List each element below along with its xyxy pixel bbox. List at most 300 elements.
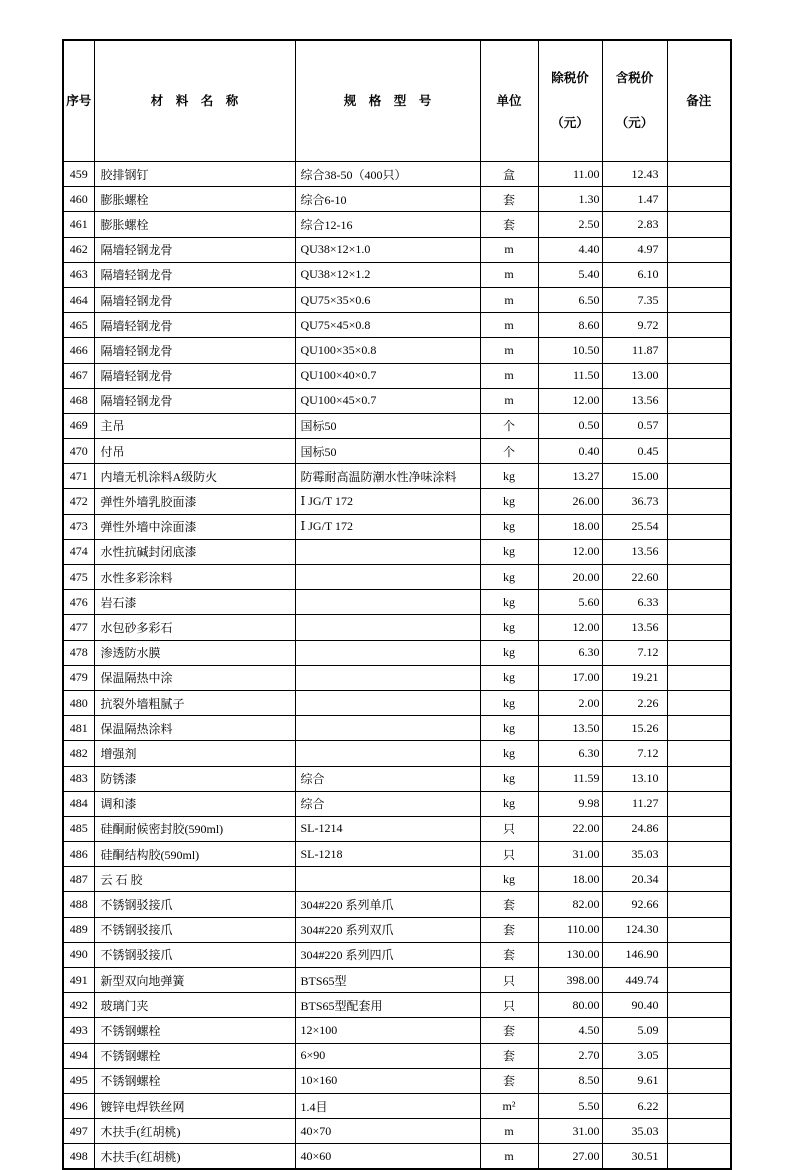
cell-price-ex-tax: 13.50 (538, 716, 602, 741)
cell-index: 459 (63, 162, 94, 187)
cell-price-ex-tax: 18.00 (538, 514, 602, 539)
cell-price-inc-tax: 6.22 (602, 1093, 667, 1118)
cell-unit: m (480, 1119, 538, 1144)
cell-spec-model: BTS65型 (295, 968, 480, 993)
table-row (63, 766, 731, 791)
cell-price-ex-tax: 5.60 (538, 590, 602, 615)
cell-spec-model (295, 590, 480, 615)
cell-price-inc-tax: 6.10 (602, 262, 667, 287)
cell-price-ex-tax: 9.98 (538, 791, 602, 816)
cell-unit: kg (480, 867, 538, 892)
cell-price-inc-tax: 13.56 (602, 539, 667, 564)
cell-price-ex-tax: 13.27 (538, 464, 602, 489)
cell-spec-model (295, 665, 480, 690)
table-row (63, 942, 731, 967)
cell-index: 493 (63, 1018, 94, 1043)
cell-material-name: 木扶手(红胡桃) (94, 1119, 295, 1144)
cell-remark (667, 187, 731, 212)
cell-spec-model (295, 741, 480, 766)
cell-remark (667, 313, 731, 338)
header-price-inc-tax (602, 40, 667, 162)
cell-unit: 个 (480, 439, 538, 464)
table-row (63, 968, 731, 993)
cell-index: 498 (63, 1144, 94, 1169)
cell-spec-model: 6×90 (295, 1043, 480, 1068)
cell-unit: 只 (480, 993, 538, 1018)
cell-price-inc-tax: 22.60 (602, 565, 667, 590)
cell-material-name: 防锈漆 (94, 766, 295, 791)
cell-index: 479 (63, 665, 94, 690)
cell-remark (667, 489, 731, 514)
cell-price-inc-tax: 24.86 (602, 816, 667, 841)
cell-price-ex-tax: 8.60 (538, 313, 602, 338)
cell-remark (667, 287, 731, 312)
cell-spec-model: 304#220 系列四爪 (295, 942, 480, 967)
cell-spec-model: Ⅰ JG/T 172 (295, 514, 480, 539)
cell-unit: kg (480, 539, 538, 564)
cell-index: 468 (63, 388, 94, 413)
cell-price-inc-tax: 11.87 (602, 338, 667, 363)
cell-remark (667, 590, 731, 615)
cell-material-name: 付吊 (94, 439, 295, 464)
table-row (63, 1018, 731, 1043)
cell-material-name: 硅酮耐候密封胶(590ml) (94, 816, 295, 841)
cell-index: 492 (63, 993, 94, 1018)
cell-material-name: 隔墙轻钢龙骨 (94, 338, 295, 363)
cell-unit: 只 (480, 816, 538, 841)
cell-unit: kg (480, 464, 538, 489)
cell-price-inc-tax: 15.00 (602, 464, 667, 489)
cell-price-ex-tax: 6.50 (538, 287, 602, 312)
cell-spec-model: QU100×40×0.7 (295, 363, 480, 388)
table-row (63, 791, 731, 816)
cell-price-ex-tax: 4.40 (538, 237, 602, 262)
cell-material-name: 云 石 胶 (94, 867, 295, 892)
cell-material-name: 膨胀螺栓 (94, 212, 295, 237)
cell-price-ex-tax: 12.00 (538, 388, 602, 413)
cell-index: 497 (63, 1119, 94, 1144)
table-row (63, 237, 731, 262)
cell-index: 475 (63, 565, 94, 590)
table-row (63, 615, 731, 640)
cell-price-inc-tax: 2.26 (602, 690, 667, 715)
cell-price-ex-tax: 0.50 (538, 413, 602, 438)
cell-price-ex-tax: 130.00 (538, 942, 602, 967)
cell-material-name: 隔墙轻钢龙骨 (94, 287, 295, 312)
cell-remark (667, 413, 731, 438)
cell-price-ex-tax: 18.00 (538, 867, 602, 892)
cell-material-name: 不锈钢螺栓 (94, 1068, 295, 1093)
cell-spec-model: 防霉耐高温防潮水性净味涂料 (295, 464, 480, 489)
cell-price-ex-tax: 5.40 (538, 262, 602, 287)
header-price-ex-tax-line1: 除税价 (551, 71, 589, 85)
table-row (63, 816, 731, 841)
materials-price-table (62, 39, 732, 1170)
cell-remark (667, 942, 731, 967)
cell-spec-model: QU75×45×0.8 (295, 313, 480, 338)
cell-material-name: 水性抗碱封闭底漆 (94, 539, 295, 564)
cell-spec-model: BTS65型配套用 (295, 993, 480, 1018)
cell-spec-model: QU100×45×0.7 (295, 388, 480, 413)
cell-unit: m (480, 313, 538, 338)
cell-unit: 只 (480, 842, 538, 867)
cell-index: 461 (63, 212, 94, 237)
cell-price-ex-tax: 6.30 (538, 741, 602, 766)
table-row (63, 716, 731, 741)
cell-spec-model: 综合38-50（400只） (295, 162, 480, 187)
cell-price-ex-tax: 22.00 (538, 816, 602, 841)
cell-price-inc-tax: 7.12 (602, 640, 667, 665)
cell-spec-model: QU75×35×0.6 (295, 287, 480, 312)
cell-price-inc-tax: 92.66 (602, 892, 667, 917)
table-row (63, 1068, 731, 1093)
cell-index: 476 (63, 590, 94, 615)
cell-spec-model: 综合6-10 (295, 187, 480, 212)
cell-index: 465 (63, 313, 94, 338)
cell-unit: m (480, 363, 538, 388)
cell-index: 462 (63, 237, 94, 262)
cell-remark (667, 716, 731, 741)
cell-material-name: 隔墙轻钢龙骨 (94, 313, 295, 338)
table-row (63, 413, 731, 438)
cell-material-name: 不锈钢螺栓 (94, 1018, 295, 1043)
cell-price-ex-tax: 12.00 (538, 539, 602, 564)
cell-unit: m (480, 1144, 538, 1169)
cell-price-ex-tax: 11.50 (538, 363, 602, 388)
cell-unit: m (480, 237, 538, 262)
cell-unit: kg (480, 489, 538, 514)
cell-index: 495 (63, 1068, 94, 1093)
cell-spec-model: 国标50 (295, 413, 480, 438)
cell-spec-model (295, 615, 480, 640)
cell-index: 466 (63, 338, 94, 363)
cell-index: 472 (63, 489, 94, 514)
cell-unit: kg (480, 615, 538, 640)
table-header (63, 40, 731, 162)
cell-price-ex-tax: 26.00 (538, 489, 602, 514)
cell-remark (667, 816, 731, 841)
cell-remark (667, 665, 731, 690)
table-row (63, 665, 731, 690)
cell-remark (667, 237, 731, 262)
cell-remark (667, 615, 731, 640)
cell-price-ex-tax: 8.50 (538, 1068, 602, 1093)
cell-index: 488 (63, 892, 94, 917)
cell-unit: 个 (480, 413, 538, 438)
cell-price-ex-tax: 1.30 (538, 187, 602, 212)
cell-remark (667, 791, 731, 816)
cell-price-inc-tax: 124.30 (602, 917, 667, 942)
cell-material-name: 弹性外墙中涂面漆 (94, 514, 295, 539)
table-row (63, 388, 731, 413)
cell-unit: 套 (480, 942, 538, 967)
cell-price-ex-tax: 4.50 (538, 1018, 602, 1043)
cell-unit: m (480, 338, 538, 363)
cell-material-name: 渗透防水膜 (94, 640, 295, 665)
cell-price-ex-tax: 82.00 (538, 892, 602, 917)
cell-unit: 只 (480, 968, 538, 993)
table-row (63, 212, 731, 237)
cell-material-name: 增强剂 (94, 741, 295, 766)
cell-remark (667, 867, 731, 892)
header-price-inc-tax-line2: （元） (615, 116, 654, 130)
cell-material-name: 内墙无机涂料A级防火 (94, 464, 295, 489)
header-unit: 单位 (480, 40, 538, 162)
cell-unit: kg (480, 640, 538, 665)
cell-material-name: 保温隔热中涂 (94, 665, 295, 690)
table-row (63, 514, 731, 539)
cell-unit: 盒 (480, 162, 538, 187)
cell-price-inc-tax: 35.03 (602, 1119, 667, 1144)
cell-unit: 套 (480, 212, 538, 237)
cell-remark (667, 162, 731, 187)
cell-material-name: 保温隔热涂料 (94, 716, 295, 741)
cell-remark (667, 968, 731, 993)
cell-price-inc-tax: 3.05 (602, 1043, 667, 1068)
cell-price-ex-tax: 2.00 (538, 690, 602, 715)
cell-price-inc-tax: 0.45 (602, 439, 667, 464)
cell-price-ex-tax: 31.00 (538, 1119, 602, 1144)
cell-price-ex-tax: 2.50 (538, 212, 602, 237)
cell-price-ex-tax: 6.30 (538, 640, 602, 665)
cell-index: 471 (63, 464, 94, 489)
header-price-inc-tax-line1: 含税价 (615, 71, 654, 85)
cell-remark (667, 917, 731, 942)
cell-unit: kg (480, 590, 538, 615)
cell-material-name: 新型双向地弹簧 (94, 968, 295, 993)
cell-spec-model: QU100×35×0.8 (295, 338, 480, 363)
table-row (63, 313, 731, 338)
cell-spec-model: 1.4目 (295, 1093, 480, 1118)
table-row (63, 464, 731, 489)
cell-remark (667, 338, 731, 363)
cell-spec-model: 40×60 (295, 1144, 480, 1169)
cell-material-name: 隔墙轻钢龙骨 (94, 237, 295, 262)
table-body (63, 162, 731, 1170)
cell-material-name: 不锈钢驳接爪 (94, 917, 295, 942)
cell-price-inc-tax: 13.00 (602, 363, 667, 388)
header-price-ex-tax (538, 40, 602, 162)
cell-index: 494 (63, 1043, 94, 1068)
cell-price-ex-tax: 12.00 (538, 615, 602, 640)
cell-index: 484 (63, 791, 94, 816)
cell-unit: kg (480, 716, 538, 741)
cell-price-inc-tax: 146.90 (602, 942, 667, 967)
table-row (63, 917, 731, 942)
cell-spec-model: 304#220 系列单爪 (295, 892, 480, 917)
cell-spec-model (295, 539, 480, 564)
cell-price-ex-tax: 17.00 (538, 665, 602, 690)
cell-material-name: 不锈钢驳接爪 (94, 942, 295, 967)
cell-unit: m (480, 262, 538, 287)
table-row (63, 590, 731, 615)
cell-price-ex-tax: 2.70 (538, 1043, 602, 1068)
cell-price-ex-tax: 398.00 (538, 968, 602, 993)
cell-material-name: 木扶手(红胡桃) (94, 1144, 295, 1169)
table-row (63, 640, 731, 665)
cell-price-inc-tax: 20.34 (602, 867, 667, 892)
cell-price-inc-tax: 30.51 (602, 1144, 667, 1169)
cell-unit: m (480, 388, 538, 413)
cell-index: 491 (63, 968, 94, 993)
cell-spec-model: QU38×12×1.2 (295, 262, 480, 287)
cell-remark (667, 262, 731, 287)
cell-unit: kg (480, 514, 538, 539)
cell-price-inc-tax: 19.21 (602, 665, 667, 690)
cell-unit: 套 (480, 892, 538, 917)
cell-index: 482 (63, 741, 94, 766)
cell-unit: kg (480, 741, 538, 766)
cell-spec-model: QU38×12×1.0 (295, 237, 480, 262)
cell-material-name: 玻璃门夹 (94, 993, 295, 1018)
table-row (63, 489, 731, 514)
cell-index: 485 (63, 816, 94, 841)
cell-unit: 套 (480, 917, 538, 942)
cell-material-name: 调和漆 (94, 791, 295, 816)
header-row (63, 40, 731, 162)
cell-price-ex-tax: 11.59 (538, 766, 602, 791)
cell-unit: 套 (480, 1043, 538, 1068)
cell-price-inc-tax: 6.33 (602, 590, 667, 615)
cell-material-name: 弹性外墙乳胶面漆 (94, 489, 295, 514)
cell-index: 470 (63, 439, 94, 464)
cell-material-name: 不锈钢螺栓 (94, 1043, 295, 1068)
table-row (63, 539, 731, 564)
table-row (63, 287, 731, 312)
cell-price-inc-tax: 36.73 (602, 489, 667, 514)
cell-remark (667, 1068, 731, 1093)
table-row (63, 741, 731, 766)
cell-material-name: 主吊 (94, 413, 295, 438)
cell-material-name: 不锈钢驳接爪 (94, 892, 295, 917)
cell-remark (667, 741, 731, 766)
cell-material-name: 水包砂多彩石 (94, 615, 295, 640)
cell-unit: m (480, 287, 538, 312)
cell-remark (667, 565, 731, 590)
cell-spec-model: 304#220 系列双爪 (295, 917, 480, 942)
cell-price-inc-tax: 7.12 (602, 741, 667, 766)
cell-price-inc-tax: 4.97 (602, 237, 667, 262)
cell-price-ex-tax: 80.00 (538, 993, 602, 1018)
cell-index: 474 (63, 539, 94, 564)
cell-material-name: 胶排钢钉 (94, 162, 295, 187)
cell-unit: kg (480, 766, 538, 791)
cell-unit: 套 (480, 187, 538, 212)
cell-index: 473 (63, 514, 94, 539)
table-row (63, 565, 731, 590)
table-row (63, 993, 731, 1018)
cell-index: 480 (63, 690, 94, 715)
table-row (63, 1093, 731, 1118)
cell-material-name: 隔墙轻钢龙骨 (94, 363, 295, 388)
cell-price-inc-tax: 13.56 (602, 615, 667, 640)
cell-index: 478 (63, 640, 94, 665)
cell-material-name: 镀锌电焊铁丝网 (94, 1093, 295, 1118)
cell-price-ex-tax: 31.00 (538, 842, 602, 867)
cell-spec-model (295, 716, 480, 741)
cell-spec-model (295, 565, 480, 590)
cell-material-name: 隔墙轻钢龙骨 (94, 388, 295, 413)
cell-remark (667, 212, 731, 237)
table-row (63, 162, 731, 187)
cell-price-inc-tax: 25.54 (602, 514, 667, 539)
cell-spec-model: Ⅰ JG/T 172 (295, 489, 480, 514)
cell-price-ex-tax: 10.50 (538, 338, 602, 363)
cell-price-ex-tax: 5.50 (538, 1093, 602, 1118)
table-row (63, 187, 731, 212)
table-row (63, 1043, 731, 1068)
cell-remark (667, 388, 731, 413)
table-row (63, 690, 731, 715)
cell-remark (667, 640, 731, 665)
cell-price-inc-tax: 35.03 (602, 842, 667, 867)
cell-remark (667, 842, 731, 867)
cell-remark (667, 1093, 731, 1118)
cell-price-ex-tax: 20.00 (538, 565, 602, 590)
cell-remark (667, 690, 731, 715)
cell-remark (667, 892, 731, 917)
cell-material-name: 抗裂外墙粗腻子 (94, 690, 295, 715)
table-row (63, 439, 731, 464)
cell-unit: m² (480, 1093, 538, 1118)
cell-index: 486 (63, 842, 94, 867)
table-row (63, 1119, 731, 1144)
cell-index: 481 (63, 716, 94, 741)
cell-material-name: 隔墙轻钢龙骨 (94, 262, 295, 287)
cell-unit: kg (480, 690, 538, 715)
cell-index: 496 (63, 1093, 94, 1118)
cell-spec-model: 40×70 (295, 1119, 480, 1144)
table-row (63, 363, 731, 388)
cell-index: 487 (63, 867, 94, 892)
table-row (63, 892, 731, 917)
cell-index: 467 (63, 363, 94, 388)
cell-spec-model (295, 640, 480, 665)
cell-spec-model: 12×100 (295, 1018, 480, 1043)
cell-spec-model: 综合 (295, 766, 480, 791)
header-index: 序号 (63, 40, 94, 162)
cell-unit: 套 (480, 1068, 538, 1093)
cell-index: 490 (63, 942, 94, 967)
cell-price-inc-tax: 13.10 (602, 766, 667, 791)
cell-price-inc-tax: 7.35 (602, 287, 667, 312)
cell-price-inc-tax: 90.40 (602, 993, 667, 1018)
cell-price-inc-tax: 5.09 (602, 1018, 667, 1043)
cell-price-inc-tax: 12.43 (602, 162, 667, 187)
cell-remark (667, 1119, 731, 1144)
table-row (63, 338, 731, 363)
cell-remark (667, 539, 731, 564)
cell-price-inc-tax: 2.83 (602, 212, 667, 237)
cell-unit: 套 (480, 1018, 538, 1043)
table-row (63, 262, 731, 287)
cell-unit: kg (480, 565, 538, 590)
cell-index: 469 (63, 413, 94, 438)
cell-price-ex-tax: 27.00 (538, 1144, 602, 1169)
cell-remark (667, 1018, 731, 1043)
cell-index: 489 (63, 917, 94, 942)
cell-index: 483 (63, 766, 94, 791)
cell-material-name: 岩石漆 (94, 590, 295, 615)
cell-index: 477 (63, 615, 94, 640)
cell-price-ex-tax: 110.00 (538, 917, 602, 942)
cell-index: 463 (63, 262, 94, 287)
cell-spec-model (295, 690, 480, 715)
cell-material-name: 膨胀螺栓 (94, 187, 295, 212)
cell-remark (667, 363, 731, 388)
cell-spec-model (295, 867, 480, 892)
cell-price-inc-tax: 449.74 (602, 968, 667, 993)
